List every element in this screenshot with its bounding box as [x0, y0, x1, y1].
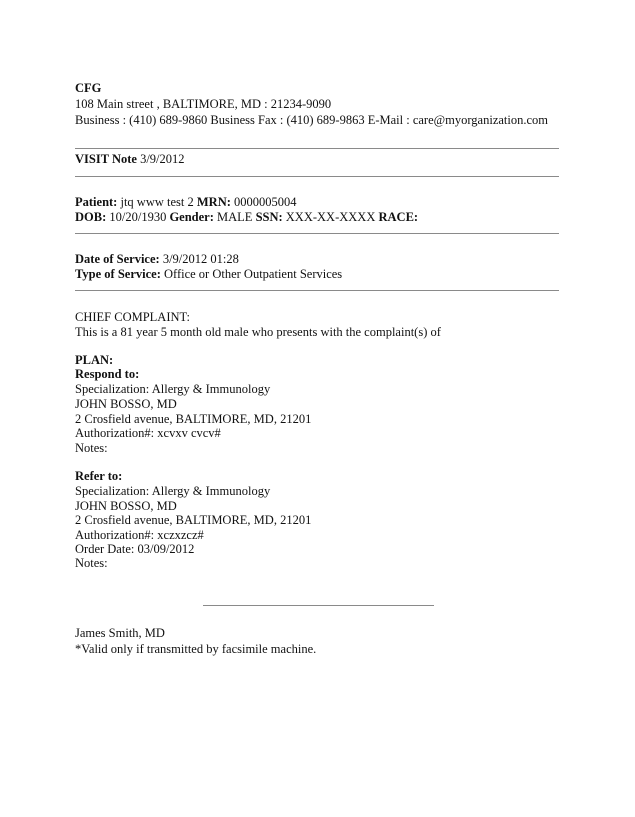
refer-to-heading: Refer to: [75, 469, 123, 483]
respond-address: 2 Crosfield avenue, BALTIMORE, MD, 21201 [75, 412, 312, 426]
respond-to-heading: Respond to: [75, 367, 140, 381]
signature-line [203, 605, 434, 606]
patient-ssn: XXX-XX-XXXX [285, 210, 376, 224]
respond-specialization: Specialization: Allergy & Immunology [75, 382, 271, 396]
respond-doctor: JOHN BOSSO, MD [75, 397, 177, 411]
patient-mrn: 0000005004 [234, 195, 297, 209]
refer-authorization: Authorization#: xczxzcz# [75, 528, 204, 542]
patient-demographics-line: DOB: 10/20/1930 Gender: MALE SSN: XXX-XX-XXXX RACE: [75, 210, 419, 224]
chief-complaint-text: This is a 81 year 5 month old male who presents with the complaint(s) of [75, 325, 441, 339]
signature-name: James Smith, MD [75, 626, 165, 640]
signature-disclaimer: *Valid only if transmitted by facsimile machine. [75, 642, 317, 656]
service-date-line: Date of Service: 3/9/2012 01:28 [75, 252, 239, 266]
divider [75, 148, 559, 149]
refer-order-date: Order Date: 03/09/2012 [75, 542, 195, 556]
plan-heading: PLAN: [75, 353, 114, 367]
respond-notes: Notes: [75, 441, 108, 455]
patient-dob: 10/20/1930 [109, 210, 167, 224]
service-type-line: Type of Service: Office or Other Outpatient Services [75, 267, 343, 281]
patient-name: jtq www test 2 [120, 195, 194, 209]
service-date: 3/9/2012 01:28 [162, 252, 239, 266]
refer-notes: Notes: [75, 556, 108, 570]
divider [75, 233, 559, 234]
org-address: 108 Main street , BALTIMORE, MD : 21234-9090 [75, 97, 332, 111]
divider [75, 176, 559, 177]
refer-address: 2 Crosfield avenue, BALTIMORE, MD, 21201 [75, 513, 312, 527]
patient-line: Patient: jtq www test 2 MRN: 0000005004 [75, 195, 297, 209]
patient-gender: MALE [217, 210, 253, 224]
respond-authorization: Authorization#: xcvxv cvcv# [75, 426, 221, 440]
refer-doctor: JOHN BOSSO, MD [75, 499, 177, 513]
visit-note-title [75, 151, 185, 167]
visit-note-date: 3/9/2012 [140, 152, 185, 166]
org-contact: Business : (410) 689-9860 Business Fax : (410) 689-9863 E-Mail : care@myorganization.com [75, 113, 549, 127]
visit-note-label: VISIT Note [75, 152, 137, 166]
org-name: CFG [75, 81, 102, 95]
divider [75, 290, 559, 291]
chief-complaint-heading: CHIEF COMPLAINT: [75, 310, 191, 324]
refer-specialization: Specialization: Allergy & Immunology [75, 484, 271, 498]
service-type: Office or Other Outpatient Services [163, 267, 343, 281]
